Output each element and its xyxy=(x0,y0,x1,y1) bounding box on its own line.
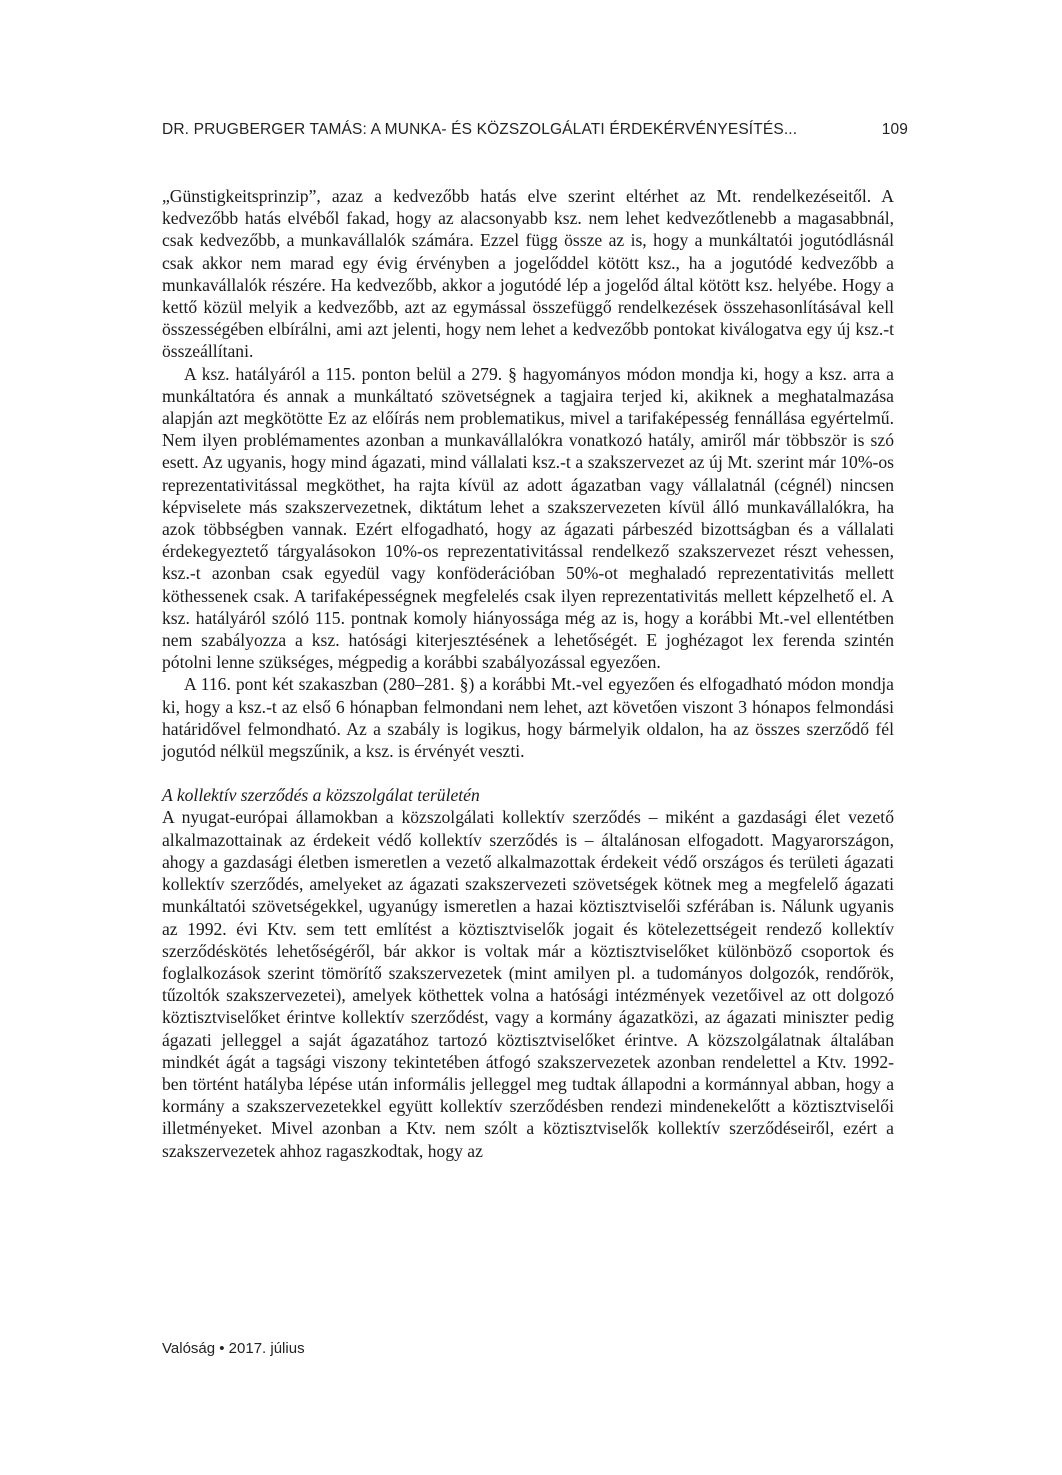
running-header-title: DR. PRUGBERGER TAMÁS: A MUNKA- ÉS KÖZSZOLGÁLATI ÉRDEKÉRVÉNYESÍTÉS... xyxy=(162,121,798,138)
section-paragraph: A nyugat-európai államokban a közszolgálati kollektív szerződés – miként a gazdasági élet vezető alkalmazottainak az érdekeit védő kollektív szerződés is – általánosan elfogadott. Magyarországon, ahogy a gazdasági életben ismeretlen a vezető alkalmazottak érdekeit védő országos és területi ágazati kollektív szerződés, amelyeket az ágazati szakszervezeti szövetségek kötnek meg a megfelelő ágazati munkáltatói szövetségekkel, ugyanúgy ismeretlen a hazai köztisztviselői szférában is. Nálunk ugyanis az 1992. évi Ktv. sem tett említést a köztisztviselők jogait és kötelezettségeit rendező kollektív szerződéskötés lehetőségéről, bár akkor is voltak már a köztisztviselőket különböző csoportok és foglalkozások szerint tömörítő szakszervezetek (mint amilyen pl. a tudományos dolgozók, rendőrök, tűzoltók szakszervezetei), amelyek köthettek volna a hatósági intézmények vezetőivel az ott dolgozó köztisztviselőket érintve kollektív szerződést, vagy a kormány ágazatközi, az ágazati miniszter pedig ágazati jelleggel a saját ágazatához tartozó köztisztviselőket érintve. A közszolgálatnak általában mindkét ágát a tagsági viszony tekintetében átfogó szakszervezetek azonban rendelettel a Ktv. 1992-ben történt hatályba lépése után informális jelleggel meg tudtak állapodni a kormánnyal abban, hogy a kormány a szakszervezetekkel együtt kollektív szerződésben rendezi mindenekelőtt a köztisztviselői illetményeket. Mivel azonban a Ktv. nem szólt a köztisztviselők kollektív szerződéseiről, ezért a szakszervezetek ahhoz ragaszkodtak, hogy az xyxy=(162,807,894,1161)
running-header xyxy=(162,121,908,143)
page-footer: Valóság • 2017. július xyxy=(162,1340,305,1357)
paragraph-1: „Günstigkeitsprinzip”, azaz a kedvezőbb hatás elve szerint eltérhet az Mt. rendelkezéseitől. A kedvezőbb hatás elvéből fakad, hogy az alacsonyabb ksz. nem lehet kedvezőtlenebb a magasabbnál, csak kedvezőbb, a munkavállalók számára. Ezzel függ össze az is, hogy a munkáltatói jogutódlásnál csak akkor nem marad egy évig érvényben a jogelőddel kötött ksz., ha a jogutódé kedvezőbb a munkavállalók részére. Ha kedvezőbb, akkor a jogutódé lép a jogelőd által kötött ksz. helyébe. Hogy a kettő közül melyik a kedvezőbb, azt az egymással összefüggő rendelkezések összehasonlításával kell összességében elbírálni, ami azt jelenti, hogy nem lehet a kedvezőbb pontokat kiválogatva egy új ksz.-t összeállítani. xyxy=(162,186,894,362)
paragraph-3: A 116. pont két szakaszban (280–281. §) a korábbi Mt.-vel egyezően és elfogadható módon mondja ki, hogy a ksz.-t az első 6 hónapban felmondani nem lehet, azt követően viszont 3 hónapos felmondási határidővel felmondható. Az a szabály is logikus, hogy bármelyik oldalon, ha az összes szerződő fél jogutód nélkül megszűnik, a ksz. is érvényét veszti. xyxy=(162,674,894,762)
paragraph-2: A ksz. hatályáról a 115. ponton belül a 279. § hagyományos módon mondja ki, hogy a ksz. arra a munkáltatóra és annak a munkáltató szövetségnek a tagjaira terjed ki, akiknek a meghatalmazása alapján azt megkötötte Ez az előírás nem problematikus, mivel a tarifaképesség fennállása egyértelmű. Nem ilyen problémamentes azonban a munkavállalókra vonatkozó hatály, amiről már többször is szó esett. Az ugyanis, hogy mind ágazati, mind vállalati ksz.-t a szakszervezet az új Mt. szerint már 10%-os reprezentativitással megköthet, ha rajta kívül az adott ágazatban vagy vállalatnál (cégnél) nincsen képviselete más szakszervezetnek, diktátum lehet a szakszervezeten kívül álló munkavállalókra, ha azok többségben vannak. Ezért elfogadható, hogy az ágazati párbeszéd bizottságban és a vállalati érdekegyeztető tárgyalásokon 10%-os reprezentativitással rendelkező szakszervezet részt vehessen, ksz.-t azonban csak egyedül vagy konföderációban 50%-ot meghaladó reprezentativitás mellett köthessenek csak. A tarifaképességnek megfelelés csak ilyen reprezentativitás mellett képzelhető el. A ksz. hatályáról szóló 115. pontnak komoly hiányossága még az is, hogy a korábbi Mt.-vel ellentétben nem szabályozza a ksz. hatósági kiterjesztésének a lehetőségét. E joghézagot lex ferenda szintén pótolni lenne szükséges, mégpedig a korábbi szabályozással egyezően. xyxy=(162,363,894,673)
page-number: 109 xyxy=(881,121,908,138)
article-body xyxy=(162,185,894,1162)
section-heading: A kollektív szerződés a közszolgálat területén xyxy=(162,785,480,806)
